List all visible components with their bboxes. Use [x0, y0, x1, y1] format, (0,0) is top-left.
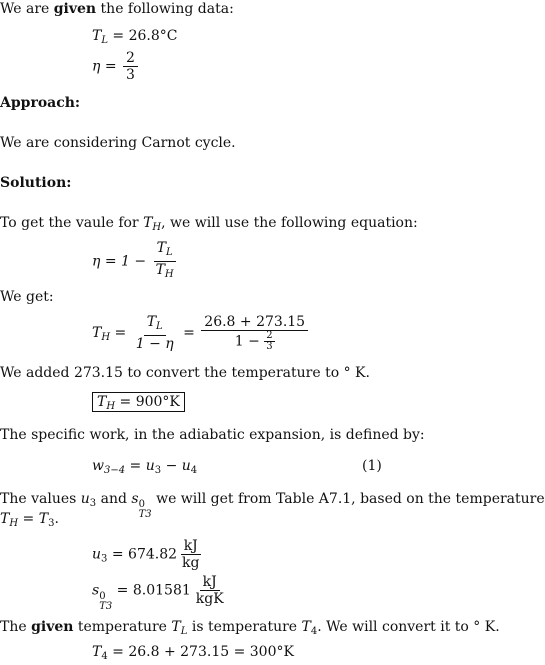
eq3-rhs-a: = u	[125, 458, 155, 474]
eq3-rhs-a-sub: 3	[154, 465, 162, 476]
eq2-f2-small-fraction	[264, 331, 274, 352]
u3-equation	[92, 538, 204, 571]
intro-line	[0, 0, 234, 18]
s0-equation	[92, 574, 229, 612]
intro-prefix: We are	[0, 1, 50, 17]
th-equation	[92, 314, 310, 352]
given2-line	[0, 618, 500, 641]
eq1-lhs: η = 1 −	[92, 253, 151, 270]
boxed-symbol: T	[97, 394, 107, 410]
u3-subscript: 3	[101, 553, 108, 565]
values-s-sup: 0	[138, 499, 145, 510]
eq1-numerator	[154, 240, 176, 262]
given2-sym1: T	[171, 619, 181, 635]
added-text: We added 273.15 to convert the temperature to ° K.	[0, 365, 370, 381]
given2-sub1: L	[180, 626, 188, 637]
u3-unit-num: kJ	[181, 538, 201, 555]
eq3-rhs-b: − u	[161, 458, 191, 474]
s-sup: 0	[99, 590, 106, 602]
given2-c: . We will convert it to ° K.	[317, 619, 500, 635]
values-line-2	[0, 510, 59, 533]
values-s-script	[139, 500, 152, 520]
given2-sym2: T	[301, 619, 311, 635]
eq2-lhs-symbol: T	[92, 325, 102, 341]
s-value: = 8.01581	[112, 582, 191, 599]
s-unit-num: kJ	[200, 574, 220, 591]
solution-intro-line	[0, 214, 418, 237]
work-text: The specific work, in the adiabatic expansion, is defined by:	[0, 427, 425, 443]
eq2-f1-num-sub: L	[156, 321, 163, 332]
u3-symbol: u	[92, 546, 102, 563]
eq1-denominator	[153, 262, 177, 283]
eq2-equals: =	[110, 325, 131, 341]
eq1-num-sub: L	[165, 247, 173, 258]
t4-symbol: T	[92, 644, 102, 660]
s-sub: T3	[99, 600, 113, 612]
eq2-f2-den-prefix: 1 −	[234, 333, 265, 350]
we-get-line	[0, 288, 54, 306]
solution-heading	[0, 174, 71, 192]
eq2-fraction-2	[201, 314, 308, 352]
values2-sym1: T	[0, 511, 10, 527]
s-symbol: s	[92, 582, 100, 599]
values2-sub2: 3	[48, 518, 55, 529]
s-script	[99, 592, 112, 612]
u3-unit-den: kg	[182, 555, 200, 571]
values-and: and	[96, 491, 132, 507]
eq2-lhs-sub: H	[101, 332, 111, 343]
we-get-text: We get:	[0, 289, 54, 305]
eq3-symbol: w	[92, 458, 104, 474]
given2-b: is temperature	[187, 619, 302, 635]
eq2-f2-small-num: 2	[266, 330, 273, 341]
eq2-f1-num-symbol: T	[146, 314, 157, 330]
solution-intro-suffix: , we will use the following equation:	[161, 215, 418, 231]
tl-symbol: T	[92, 28, 102, 44]
eta-numerator: 2	[123, 50, 138, 67]
th-subscript: H	[152, 222, 162, 233]
eq1-den-symbol: T	[155, 262, 165, 278]
eta-equals: =	[100, 58, 122, 75]
result-box	[92, 392, 185, 412]
u3-unit-fraction	[179, 538, 202, 571]
eq2-equals-2: =	[178, 325, 200, 341]
given2-a: temperature	[73, 619, 172, 635]
boxed-result	[92, 394, 185, 412]
values-u-sub: 3	[89, 498, 97, 509]
values-line-1	[0, 490, 545, 520]
eq2-f2-numerator: 26.8 + 273.15	[201, 314, 308, 331]
eq2-f1-denominator: 1 − η	[135, 336, 174, 352]
approach-heading	[0, 94, 80, 112]
eta-fraction	[123, 50, 138, 83]
boxed-value: = 900°K	[115, 394, 180, 410]
values2-sub1: H	[9, 518, 19, 529]
eq2-f2-denominator	[232, 331, 278, 352]
s-unit-den: kgK	[195, 591, 224, 607]
intro-bold: given	[53, 1, 97, 17]
eq2-f2-small-den: 3	[266, 341, 273, 352]
values2-end: .	[54, 511, 59, 527]
given2-bold: given	[31, 619, 74, 635]
eq1-fraction	[153, 240, 177, 283]
equation-number: (1)	[362, 458, 382, 474]
t4-equation	[92, 644, 294, 662]
tl-value: = 26.8°C	[107, 28, 178, 44]
u3-value: = 674.82	[107, 546, 178, 563]
work-equation	[92, 458, 474, 476]
given-eta-equation	[92, 50, 140, 83]
t4-subscript: 4	[101, 651, 108, 662]
given2-sub2: 4	[310, 626, 318, 637]
values-s-symbol: s	[131, 491, 139, 507]
values-text-b: we will get from Table A7.1, based on the temperature	[151, 491, 545, 507]
solution-intro-text: To get the vaule for	[0, 215, 144, 231]
boxed-subscript: H	[106, 401, 116, 412]
eq1-num-symbol: T	[156, 240, 166, 256]
eta-denominator: 3	[126, 67, 135, 83]
approach-text	[0, 134, 236, 152]
values2-eq: =	[18, 511, 39, 527]
added-line	[0, 364, 370, 382]
eq3-rhs-b-sub: 4	[190, 465, 198, 476]
solution-heading-text: Solution:	[0, 175, 72, 191]
values-s-sub: T3	[138, 509, 152, 520]
carnot-efficiency-equation	[92, 240, 179, 283]
s-unit-fraction	[193, 574, 227, 607]
work-line	[0, 426, 425, 444]
eta-symbol: η	[92, 58, 101, 75]
th-symbol: T	[143, 215, 153, 231]
tl-subscript: L	[101, 35, 108, 46]
t4-value: = 26.8 + 273.15 = 300°K	[107, 644, 294, 660]
eq1-den-sub: H	[164, 269, 174, 280]
given-tl-equation	[92, 28, 178, 46]
approach-heading-text: Approach:	[0, 95, 81, 111]
approach-text-content: We are considering Carnot cycle.	[0, 135, 236, 151]
values2-sym2: T	[38, 511, 49, 527]
values-text-a: The values	[0, 491, 81, 507]
eq2-fraction-1	[133, 314, 177, 352]
given2-prefix: The	[0, 619, 32, 635]
intro-suffix: the following data:	[100, 1, 234, 17]
eq2-f1-numerator	[144, 314, 166, 336]
values-u-symbol: u	[80, 491, 90, 507]
eq3-subscript: 3−4	[103, 465, 126, 476]
